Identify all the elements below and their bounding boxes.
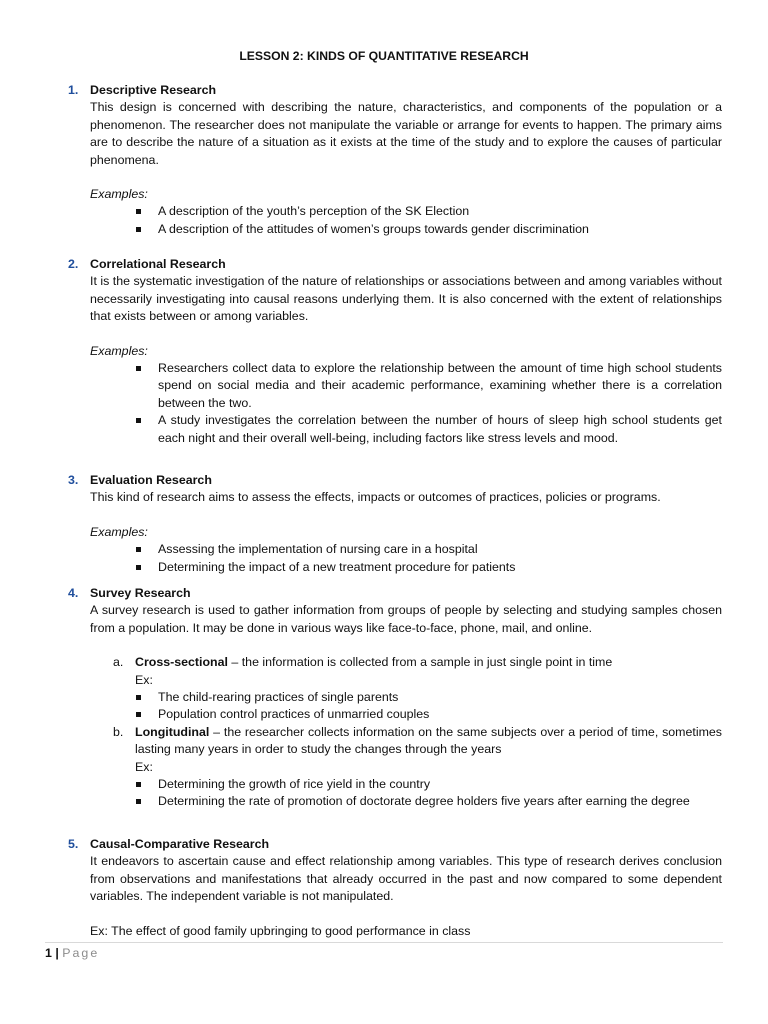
section-heading: Evaluation Research <box>90 473 212 487</box>
page-label: Page <box>62 946 100 960</box>
examples-label: Examples: <box>90 524 148 539</box>
square-bullet-icon <box>136 712 141 717</box>
footer-separator: | <box>55 946 59 960</box>
section-paragraph: This kind of research aims to assess the effects, impacts or outcomes of practices, policies or programs. <box>90 490 661 505</box>
square-bullet-icon <box>136 782 141 787</box>
examples-label: Examples: <box>90 343 148 358</box>
examples-label: Examples: <box>90 187 148 202</box>
list-item: Assessing the implementation of nursing care in a hospital <box>90 541 722 558</box>
section-heading: Descriptive Research <box>90 83 217 97</box>
examples-list <box>135 776 722 811</box>
section-number: 4. <box>68 586 79 600</box>
section-heading: Causal-Comparative Research <box>90 837 270 851</box>
example-line: Ex: The effect of good family upbringing to good performance in class <box>90 923 471 938</box>
list-item: Determining the growth of rice yield in the country <box>135 776 722 793</box>
section-heading: Correlational Research <box>90 257 226 271</box>
square-bullet-icon <box>136 418 141 423</box>
section-descriptive-research <box>68 82 722 238</box>
list-item: Determining the impact of a new treatment procedure for patients <box>90 559 722 576</box>
subsection-definition: – the researcher collects information on the same subjects over a period of time, sometimes lasting many years in order to study the changes through the years <box>135 724 722 757</box>
square-bullet-icon <box>136 565 141 570</box>
subsection-letter: b. <box>113 724 124 739</box>
section-heading: Survey Research <box>90 586 191 600</box>
subsection-cross-sectional <box>113 654 722 724</box>
section-paragraph: A survey research is used to gather information from groups of people by selecting and studying samples chosen from a population. It may be done in various ways like face-to-face, phone, mail, and online. <box>90 603 722 635</box>
ex-label: Ex: <box>135 672 153 687</box>
section-paragraph: This design is concerned with describing the nature, characteristics, and components of the population or a phenomenon. The researcher does not manipulate the variable or arrange for events to happen. The primary aims are to describe the nature of a situation as it exists at the time of the study and to explore the causes of particular phenomena. <box>90 100 722 167</box>
subsection-term: Longitudinal <box>135 724 210 739</box>
section-correlational-research <box>68 256 722 447</box>
list-item: A study investigates the correlation between the number of hours of sleep high school students get each night and their overall well-being, including factors like stress levels and mood. <box>90 412 722 447</box>
section-paragraph: It is the systematic investigation of the nature of relationships or associations between and among variables without necessarily investigating into causal reasons underlying them. It is also concerned with the extent of relationships that exists between or among variables. <box>90 274 722 324</box>
square-bullet-icon <box>136 366 141 371</box>
list-item: The child-rearing practices of single parents <box>135 689 722 706</box>
square-bullet-icon <box>136 799 141 804</box>
subsection-longitudinal <box>113 724 722 811</box>
list-item: A description of the youth’s perception of the SK Election <box>90 203 722 220</box>
section-number: 2. <box>68 257 79 271</box>
section-survey-research <box>68 585 722 811</box>
page-number: 1 <box>45 946 52 960</box>
section-number: 3. <box>68 473 79 487</box>
section-paragraph: It endeavors to ascertain cause and effect relationship among variables. This type of research derives conclusion from observations and manifestations that already occurred in the past and now compared to some dependent variables. The independent variable is not manipulated. <box>90 854 722 904</box>
square-bullet-icon <box>136 227 141 232</box>
list-item: Determining the rate of promotion of doctorate degree holders five years after earning the degree <box>135 793 722 810</box>
ex-label: Ex: <box>135 759 153 774</box>
square-bullet-icon <box>136 209 141 214</box>
examples-list <box>135 689 722 724</box>
square-bullet-icon <box>136 695 141 700</box>
subsection-letter: a. <box>113 655 124 670</box>
examples-list <box>90 541 722 576</box>
subsection-definition: – the information is collected from a sample in just single point in time <box>227 655 613 670</box>
examples-list <box>90 203 722 238</box>
square-bullet-icon <box>136 547 141 552</box>
examples-list <box>90 360 722 447</box>
section-causal-comparative-research <box>68 836 722 940</box>
subsection-term: Cross-sectional <box>135 655 228 670</box>
section-number: 5. <box>68 837 79 851</box>
section-number: 1. <box>68 83 79 97</box>
lesson-title: LESSON 2: KINDS OF QUANTITATIVE RESEARCH <box>239 49 529 63</box>
list-item: Researchers collect data to explore the relationship between the amount of time high school students spend on social media and their academic performance, examining whether there is a correlation between the two. <box>90 360 722 412</box>
list-item: Population control practices of unmarried couples <box>135 706 722 723</box>
page-footer <box>45 942 723 962</box>
list-item: A description of the attitudes of women’s groups towards gender discrimination <box>90 221 722 238</box>
section-evaluation-research <box>68 472 722 576</box>
